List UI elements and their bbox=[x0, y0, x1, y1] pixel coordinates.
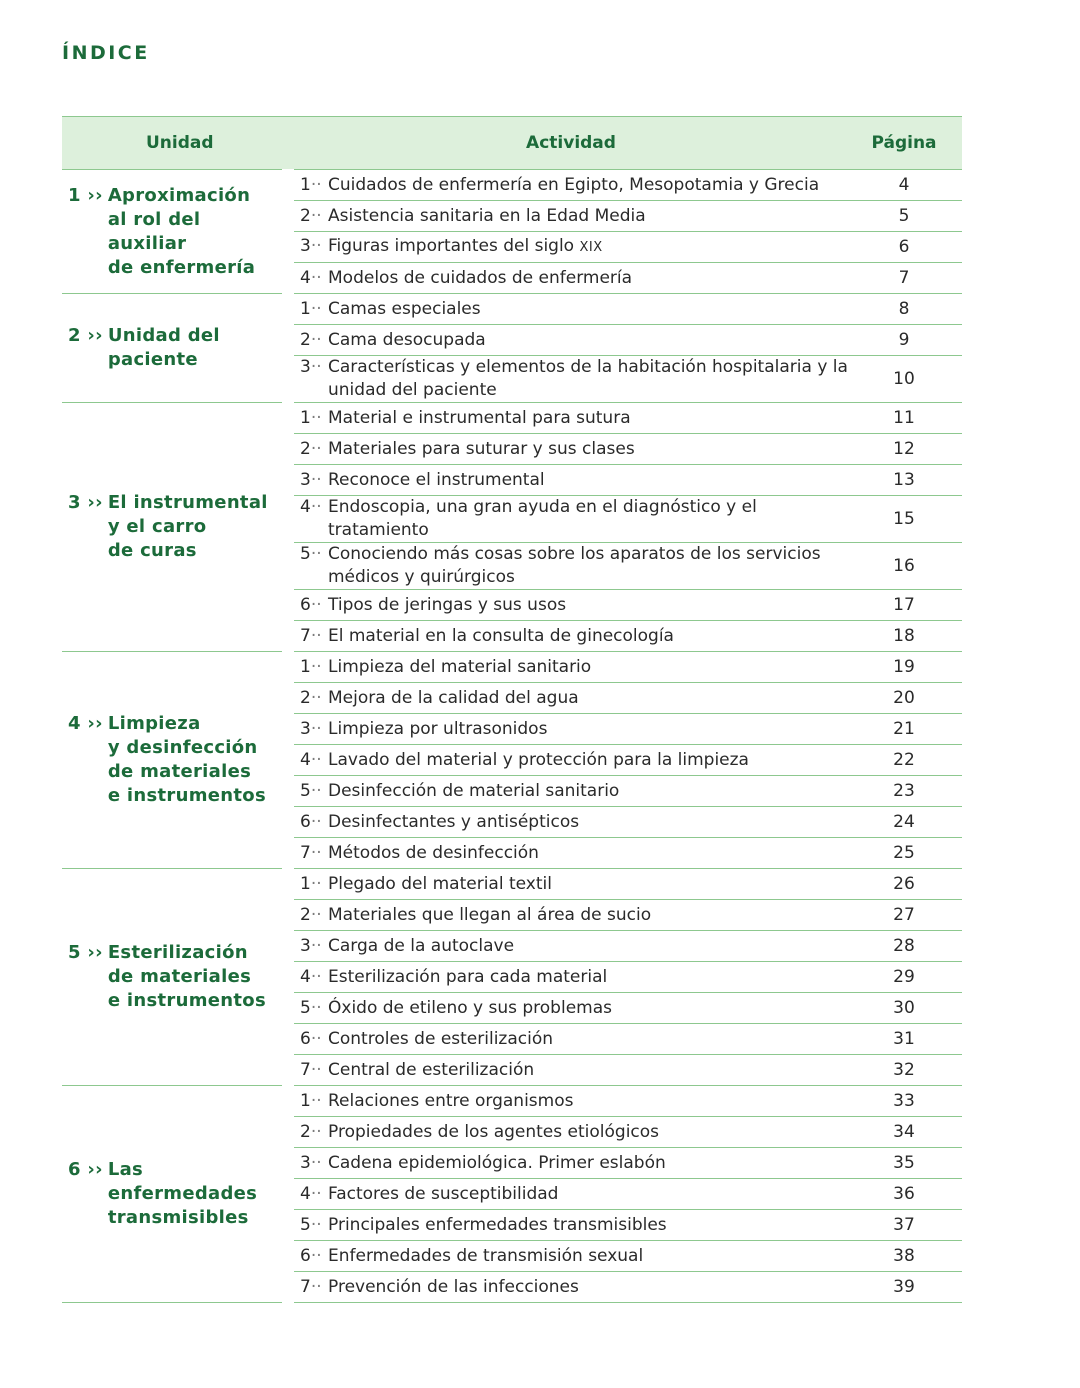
unit-number: 2 ›› bbox=[68, 325, 103, 346]
activity-number: 1 bbox=[300, 656, 311, 677]
page-number[interactable]: 9 bbox=[854, 325, 962, 356]
activity-cell[interactable] bbox=[288, 1024, 854, 1055]
page-number[interactable]: 27 bbox=[854, 900, 962, 931]
activity-cell[interactable] bbox=[288, 543, 854, 590]
page-number[interactable]: 29 bbox=[854, 962, 962, 993]
activity-cell[interactable] bbox=[288, 683, 854, 714]
activity-dots: ·· bbox=[310, 357, 322, 377]
unit-cell bbox=[62, 1086, 288, 1303]
activity-dots: ·· bbox=[310, 1276, 322, 1297]
activity-cell[interactable] bbox=[288, 1055, 854, 1086]
activity-cell[interactable] bbox=[288, 201, 854, 232]
activity-number: 7 bbox=[300, 1059, 311, 1080]
activity-title: Desinfectantes y antisépticos bbox=[328, 811, 580, 832]
unit-name: Esterilización de materiales e instrumentos bbox=[107, 942, 266, 1011]
activity-dots: ·· bbox=[310, 267, 322, 288]
page-number[interactable]: 31 bbox=[854, 1024, 962, 1055]
activity-dots: ·· bbox=[310, 469, 322, 490]
activity-dots: ·· bbox=[310, 656, 322, 677]
page-number[interactable]: 35 bbox=[854, 1148, 962, 1179]
unit-cell bbox=[62, 170, 288, 294]
activity-cell[interactable] bbox=[288, 1272, 854, 1303]
activity-title: Óxido de etileno y sus problemas bbox=[328, 997, 612, 1018]
activity-dots: ·· bbox=[310, 1214, 322, 1235]
activity-title: Características y elementos de la habitación hospitalaria y la unidad del paciente bbox=[328, 357, 848, 400]
activity-title: Tipos de jeringas y sus usos bbox=[328, 594, 567, 615]
activity-dots: ·· bbox=[310, 780, 322, 801]
activity-number: 6 bbox=[300, 594, 311, 615]
activity-dots: ·· bbox=[310, 935, 322, 956]
activity-dots: ·· bbox=[310, 407, 322, 428]
activity-number: 5 bbox=[300, 780, 311, 801]
header-activity: Actividad bbox=[288, 117, 854, 170]
activity-dots: ·· bbox=[310, 1028, 322, 1049]
activity-dots: ·· bbox=[310, 1121, 322, 1142]
activity-number: 2 bbox=[300, 904, 311, 925]
activity-title: Materiales para suturar y sus clases bbox=[328, 438, 635, 459]
activity-cell[interactable] bbox=[288, 465, 854, 496]
page-number[interactable]: 16 bbox=[854, 543, 962, 590]
activity-number: 7 bbox=[300, 625, 311, 646]
activity-title: Conociendo más cosas sobre los aparatos de los servicios médicos y quirúrgicos bbox=[328, 544, 821, 587]
activity-cell[interactable] bbox=[288, 263, 854, 294]
activity-cell[interactable] bbox=[288, 325, 854, 356]
activity-cell[interactable] bbox=[288, 356, 854, 403]
activity-dots: ·· bbox=[310, 1059, 322, 1080]
page-number[interactable]: 6 bbox=[854, 232, 962, 263]
page-number[interactable]: 26 bbox=[854, 869, 962, 900]
activity-number: 2 bbox=[300, 205, 311, 226]
activity-title: Enfermedades de transmisión sexual bbox=[328, 1245, 644, 1266]
table-row bbox=[62, 1086, 962, 1117]
activity-dots: ·· bbox=[310, 1152, 322, 1173]
activity-dots: ·· bbox=[310, 904, 322, 925]
unit-name: Aproximación al rol del auxiliar de enfermería bbox=[107, 184, 256, 278]
table-row bbox=[62, 403, 962, 434]
activity-cell[interactable] bbox=[288, 931, 854, 962]
activity-cell[interactable] bbox=[288, 1086, 854, 1117]
activity-title: Cadena epidemiológica. Primer eslabón bbox=[328, 1152, 666, 1173]
page-number[interactable]: 30 bbox=[854, 993, 962, 1024]
activity-dots: ·· bbox=[310, 594, 322, 615]
activity-title: Material e instrumental para sutura bbox=[328, 407, 631, 428]
activity-number: 4 bbox=[300, 267, 311, 288]
activity-dots: ·· bbox=[310, 438, 322, 459]
page-number[interactable]: 15 bbox=[854, 496, 962, 543]
activity-number: 1 bbox=[300, 873, 311, 894]
activity-number: 1 bbox=[300, 407, 311, 428]
page-number[interactable]: 37 bbox=[854, 1210, 962, 1241]
unit-cell bbox=[62, 403, 288, 652]
unit-cell bbox=[62, 869, 288, 1086]
activity-dots: ·· bbox=[310, 236, 322, 256]
activity-cell[interactable] bbox=[288, 962, 854, 993]
activity-title: Controles de esterilización bbox=[328, 1028, 554, 1049]
activity-dots: ·· bbox=[310, 749, 322, 770]
activity-cell[interactable] bbox=[288, 714, 854, 745]
activity-title: Esterilización para cada material bbox=[328, 966, 608, 987]
activity-title: Central de esterilización bbox=[328, 1059, 535, 1080]
page-number[interactable]: 10 bbox=[854, 356, 962, 403]
activity-number: 2 bbox=[300, 438, 311, 459]
activity-title: Modelos de cuidados de enfermería bbox=[328, 267, 633, 288]
page-number[interactable]: 39 bbox=[854, 1272, 962, 1303]
activity-number: 6 bbox=[300, 1245, 311, 1266]
activity-dots: ·· bbox=[310, 329, 322, 350]
activity-title: Figuras importantes del siglo bbox=[328, 236, 575, 256]
table-row bbox=[62, 170, 962, 201]
activity-cell[interactable] bbox=[288, 1210, 854, 1241]
activity-dots: ·· bbox=[310, 1090, 322, 1111]
unit-number: 4 ›› bbox=[68, 713, 103, 734]
activity-cell[interactable] bbox=[288, 869, 854, 900]
activity-title: Propiedades de los agentes etiológicos bbox=[328, 1121, 660, 1142]
activity-cell[interactable] bbox=[288, 294, 854, 325]
page-number[interactable]: 36 bbox=[854, 1179, 962, 1210]
activity-number: 2 bbox=[300, 687, 311, 708]
activity-dots: ·· bbox=[310, 544, 322, 564]
activity-cell[interactable] bbox=[288, 434, 854, 465]
activity-number: 6 bbox=[300, 811, 311, 832]
table-row bbox=[62, 869, 962, 900]
activity-cell[interactable] bbox=[288, 621, 854, 652]
page-title: ÍNDICE bbox=[62, 42, 150, 64]
activity-dots: ·· bbox=[310, 966, 322, 987]
activity-title: Relaciones entre organismos bbox=[328, 1090, 574, 1111]
page-number[interactable]: 5 bbox=[854, 201, 962, 232]
activity-title: Métodos de desinfección bbox=[328, 842, 539, 863]
activity-cell[interactable] bbox=[288, 590, 854, 621]
activity-cell[interactable] bbox=[288, 838, 854, 869]
unit-cell bbox=[62, 294, 288, 403]
activity-number: 4 bbox=[300, 1183, 311, 1204]
activity-dots: ·· bbox=[310, 1245, 322, 1266]
unit-number: 6 ›› bbox=[68, 1159, 103, 1180]
page-number[interactable]: 23 bbox=[854, 776, 962, 807]
activity-dots: ·· bbox=[310, 687, 322, 708]
activity-title: Carga de la autoclave bbox=[328, 935, 515, 956]
activity-number: 3 bbox=[300, 935, 311, 956]
activity-cell[interactable] bbox=[288, 1179, 854, 1210]
activity-cell[interactable] bbox=[288, 1117, 854, 1148]
activity-title: Mejora de la calidad del agua bbox=[328, 687, 579, 708]
page-number[interactable]: 4 bbox=[854, 170, 962, 201]
activity-title: Limpieza por ultrasonidos bbox=[328, 718, 548, 739]
page-number[interactable]: 38 bbox=[854, 1241, 962, 1272]
activity-dots: ·· bbox=[310, 205, 322, 226]
table-row bbox=[62, 652, 962, 683]
page-number[interactable]: 25 bbox=[854, 838, 962, 869]
activity-number: 3 bbox=[300, 236, 311, 256]
activity-title: Asistencia sanitaria en la Edad Media bbox=[328, 205, 646, 226]
activity-dots: ·· bbox=[310, 497, 322, 517]
index-table bbox=[62, 116, 962, 1303]
page-number[interactable]: 28 bbox=[854, 931, 962, 962]
activity-dots: ·· bbox=[310, 1183, 322, 1204]
unit-number: 5 ›› bbox=[68, 942, 103, 963]
page-number[interactable]: 21 bbox=[854, 714, 962, 745]
activity-cell[interactable] bbox=[288, 170, 854, 201]
activity-title: Materiales que llegan al área de sucio bbox=[328, 904, 652, 925]
activity-title: El material en la consulta de ginecología bbox=[328, 625, 674, 646]
page-number[interactable]: 18 bbox=[854, 621, 962, 652]
activity-title: Desinfección de material sanitario bbox=[328, 780, 620, 801]
activity-number: 7 bbox=[300, 1276, 311, 1297]
unit-cell bbox=[62, 652, 288, 869]
table-row bbox=[62, 294, 962, 325]
page-number[interactable]: 24 bbox=[854, 807, 962, 838]
activity-dots: ·· bbox=[310, 811, 322, 832]
activity-title: Reconoce el instrumental bbox=[328, 469, 545, 490]
activity-number: 3 bbox=[300, 718, 311, 739]
unit-number: 1 ›› bbox=[68, 184, 103, 206]
unit-name: El instrumental y el carro de curas bbox=[107, 492, 268, 561]
activity-number: 3 bbox=[300, 469, 311, 490]
unit-name: Las enfermedades transmisibles bbox=[107, 1159, 258, 1228]
page-number[interactable]: 32 bbox=[854, 1055, 962, 1086]
activity-title: Lavado del material y protección para la limpieza bbox=[328, 749, 749, 770]
table-header-row bbox=[62, 117, 962, 170]
activity-number: 1 bbox=[300, 1090, 311, 1111]
activity-title: Factores de susceptibilidad bbox=[328, 1183, 559, 1204]
activity-title: Prevención de las infecciones bbox=[328, 1276, 579, 1297]
header-page: Página bbox=[854, 117, 962, 170]
page-number[interactable]: 11 bbox=[854, 403, 962, 434]
activity-cell[interactable] bbox=[288, 232, 854, 263]
activity-number: 5 bbox=[300, 1214, 311, 1235]
activity-cell[interactable] bbox=[288, 1241, 854, 1272]
page-number[interactable]: 19 bbox=[854, 652, 962, 683]
page-number[interactable]: 8 bbox=[854, 294, 962, 325]
page-number[interactable]: 7 bbox=[854, 263, 962, 294]
activity-dots: ·· bbox=[310, 718, 322, 739]
activity-dots: ·· bbox=[310, 842, 322, 863]
header-unit: Unidad bbox=[62, 117, 288, 170]
activity-number: 5 bbox=[300, 544, 311, 564]
table-body bbox=[62, 170, 962, 1303]
activity-dots: ·· bbox=[310, 997, 322, 1018]
activity-dots: ·· bbox=[310, 174, 322, 195]
activity-title-smallcaps: XIX bbox=[579, 240, 603, 255]
activity-number: 1 bbox=[300, 174, 311, 195]
activity-cell[interactable] bbox=[288, 993, 854, 1024]
activity-dots: ·· bbox=[310, 298, 322, 319]
activity-cell[interactable] bbox=[288, 652, 854, 683]
page-number[interactable]: 33 bbox=[854, 1086, 962, 1117]
activity-cell[interactable] bbox=[288, 1148, 854, 1179]
activity-title: Principales enfermedades transmisibles bbox=[328, 1214, 667, 1235]
activity-title: Limpieza del material sanitario bbox=[328, 656, 592, 677]
activity-cell[interactable] bbox=[288, 900, 854, 931]
activity-number: 3 bbox=[300, 357, 311, 377]
activity-number: 5 bbox=[300, 997, 311, 1018]
unit-name: Limpieza y desinfección de materiales e instrumentos bbox=[107, 713, 266, 806]
unit-name: Unidad del paciente bbox=[107, 325, 220, 370]
page-number[interactable]: 12 bbox=[854, 434, 962, 465]
activity-number: 7 bbox=[300, 842, 311, 863]
activity-number: 3 bbox=[300, 1152, 311, 1173]
activity-cell[interactable] bbox=[288, 776, 854, 807]
activity-title: Cuidados de enfermería en Egipto, Mesopotamia y Grecia bbox=[328, 174, 820, 195]
activity-number: 2 bbox=[300, 1121, 311, 1142]
activity-number: 6 bbox=[300, 1028, 311, 1049]
activity-dots: ·· bbox=[310, 873, 322, 894]
activity-cell[interactable] bbox=[288, 496, 854, 543]
activity-title: Cama desocupada bbox=[328, 329, 486, 350]
unit-number: 3 ›› bbox=[68, 492, 103, 513]
activity-number: 4 bbox=[300, 749, 311, 770]
page-number[interactable]: 13 bbox=[854, 465, 962, 496]
page-number[interactable]: 20 bbox=[854, 683, 962, 714]
activity-cell[interactable] bbox=[288, 807, 854, 838]
activity-number: 1 bbox=[300, 298, 311, 319]
activity-cell[interactable] bbox=[288, 745, 854, 776]
page-number[interactable]: 34 bbox=[854, 1117, 962, 1148]
activity-number: 4 bbox=[300, 966, 311, 987]
activity-cell[interactable] bbox=[288, 403, 854, 434]
page-number[interactable]: 17 bbox=[854, 590, 962, 621]
activity-title: Plegado del material textil bbox=[328, 873, 552, 894]
activity-title: Camas especiales bbox=[328, 298, 481, 319]
activity-dots: ·· bbox=[310, 625, 322, 646]
activity-number: 2 bbox=[300, 329, 311, 350]
page-number[interactable]: 22 bbox=[854, 745, 962, 776]
activity-title: Endoscopia, una gran ayuda en el diagnóstico y el tratamiento bbox=[328, 497, 757, 540]
activity-number: 4 bbox=[300, 497, 311, 517]
